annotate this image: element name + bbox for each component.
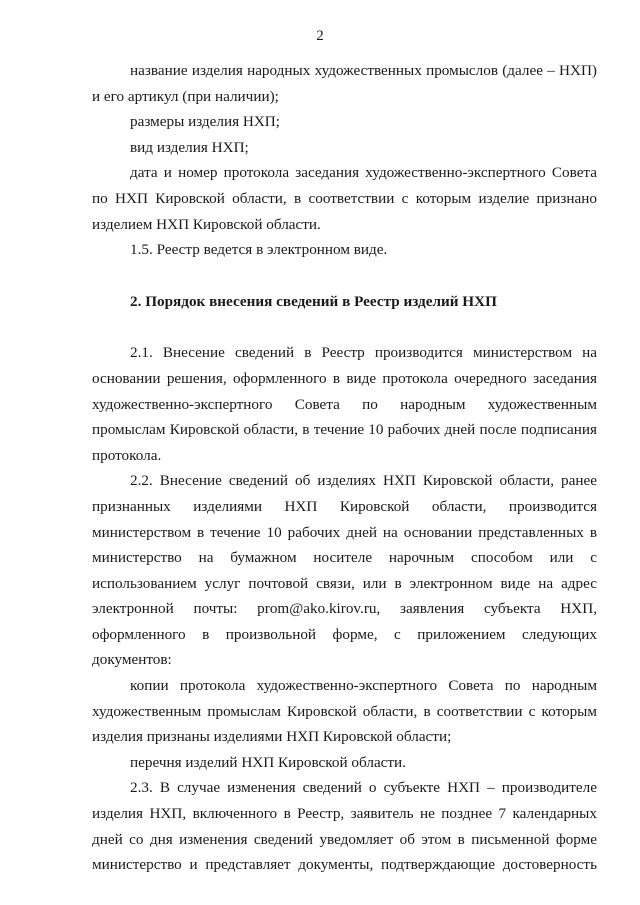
paragraph-product-type: вид изделия НХП; <box>130 138 249 156</box>
paragraph-product-size: размеры изделия НХП; <box>130 113 280 131</box>
paragraph-2-2: 2.2. Внесение сведений об изделиях НХП Кировской области, ранее признанных изделиями НХП Кировской области, производится министерством в течение 10 рабочих дней на основании представленных в министерство на бумажном носителе нарочным способом или с использованием услуг почтовой связи, или в электронном виде на адрес электронной почты: prom@ako.kirov.ru, заявления субъекта НХП, оформленного в произвольной форме, с приложением следующих документов: <box>92 472 597 669</box>
document-body <box>92 58 597 878</box>
paragraph-protocol-copies: копии протокола художественно-экспертного Совета по народным художественным промыслам Кировской области, в соответствии с которым изделия признаны изделиями НХП Кировской области; <box>92 677 597 746</box>
paragraph-2-1: 2.1. Внесение сведений в Реестр производится министерством на основании решения, оформленного в виде протокола очередного заседания художественно-экспертного Совета по народным художественным промыслам Кировской области, в течение 10 рабочих дней после подписания протокола. <box>92 344 597 464</box>
section-heading: 2. Порядок внесения сведений в Реестр изделий НХП <box>130 292 497 310</box>
paragraph-products-list: перечня изделий НХП Кировской области. <box>130 753 406 771</box>
paragraph-product-name: название изделия народных художественных промыслов (далее – НХП) и его артикул (при наличии); <box>92 62 597 105</box>
paragraph-1-5: 1.5. Реестр ведется в электронном виде. <box>130 241 388 259</box>
paragraph-protocol-date: дата и номер протокола заседания художественно-экспертного Совета по НХП Кировской области, в соответствии с которым изделие признано изделием НХП Кировской области. <box>92 164 597 233</box>
paragraph-2-3: 2.3. В случае изменения сведений о субъекте НХП – производителе изделия НХП, включенного в Реестр, заявитель не позднее 7 календарных дней со дня изменения сведений уведомляет об этом в письменной форме министерство и представляет документы, подтверждающие достоверность <box>92 779 597 874</box>
page-number: 2 <box>316 28 324 44</box>
